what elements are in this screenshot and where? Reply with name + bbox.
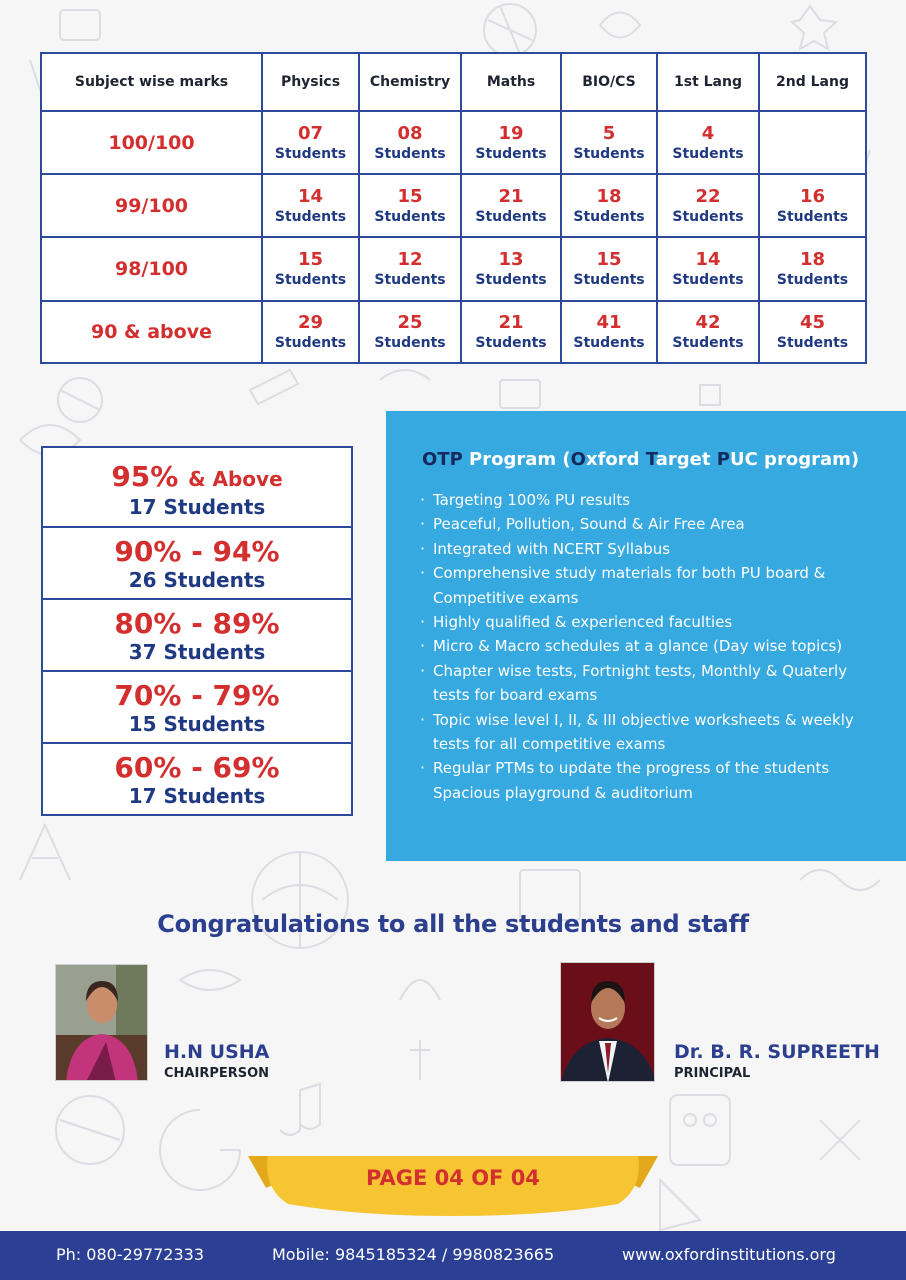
row-marks-label: 99/100 bbox=[41, 174, 262, 237]
student-count: 21 bbox=[498, 312, 524, 333]
student-count: 19 bbox=[498, 122, 524, 144]
table-cell bbox=[262, 174, 359, 237]
table-cell bbox=[657, 111, 759, 174]
student-count: 15 bbox=[297, 249, 324, 270]
row-marks-label: 100/100 bbox=[41, 111, 262, 174]
student-unit-label: Students bbox=[672, 335, 744, 351]
list-item: · Integrated with NCERT Syllabus bbox=[422, 537, 870, 561]
percentage-box bbox=[41, 742, 353, 816]
student-count: 07 bbox=[297, 122, 324, 144]
student-count: 29 bbox=[297, 312, 324, 333]
student-unit-label: Students bbox=[274, 272, 347, 288]
header-chemistry: Chemistry bbox=[359, 53, 461, 111]
student-count: 15 bbox=[596, 249, 622, 270]
table-cell bbox=[759, 237, 866, 301]
otp-title-part: UC program) bbox=[729, 449, 860, 470]
student-unit-label: Students bbox=[475, 208, 547, 225]
list-item: · Comprehensive study materials for both PU board & Competitive exams bbox=[422, 561, 870, 610]
student-count: 41 bbox=[596, 312, 622, 333]
percentage-student-count: 15 Students bbox=[128, 712, 266, 736]
student-unit-label: Students bbox=[374, 335, 446, 351]
percentage-suffix: & Above bbox=[188, 467, 283, 491]
otp-title-part: P bbox=[716, 449, 730, 470]
list-item: · Targeting 100% PU results bbox=[422, 488, 870, 512]
student-count: 22 bbox=[695, 185, 721, 207]
table-cell bbox=[759, 111, 866, 174]
student-unit-label: Students bbox=[374, 272, 446, 288]
chairperson-role: CHAIRPERSON bbox=[164, 1066, 270, 1081]
otp-feature-list bbox=[422, 488, 870, 805]
percentage-range bbox=[43, 609, 351, 639]
student-count: 18 bbox=[799, 249, 826, 270]
student-unit-label: Students bbox=[274, 335, 347, 351]
table-cell bbox=[759, 174, 866, 237]
student-count: 25 bbox=[397, 312, 423, 333]
principal-name: Dr. B. R. SUPREETH bbox=[674, 1041, 880, 1063]
list-item: · Micro & Macro schedules at a glance (Day wise topics) bbox=[422, 634, 870, 658]
otp-program-title bbox=[422, 449, 870, 470]
student-unit-label: Students bbox=[573, 335, 645, 351]
list-item: · Highly qualified & experienced faculties bbox=[422, 610, 870, 634]
otp-title-part: T bbox=[645, 449, 656, 470]
footer-phone: Ph: 080-29772333 bbox=[56, 1245, 205, 1264]
percentage-box bbox=[41, 670, 353, 744]
student-count: 21 bbox=[498, 185, 524, 207]
congratulations-heading: Congratulations to all the students and staff bbox=[157, 910, 749, 938]
student-unit-label: Students bbox=[274, 208, 347, 225]
student-unit-label: Students bbox=[776, 335, 849, 351]
page-number-label: PAGE 04 OF 04 bbox=[366, 1166, 540, 1190]
percentage-value: 60% - 69% bbox=[114, 751, 280, 784]
student-unit-label: Students bbox=[374, 208, 446, 225]
table-cell bbox=[359, 301, 461, 363]
student-unit-label: Students bbox=[672, 208, 744, 225]
table-cell bbox=[359, 174, 461, 237]
table-cell bbox=[561, 301, 657, 363]
student-count: 45 bbox=[799, 312, 826, 333]
percentage-student-count: 17 Students bbox=[128, 784, 266, 808]
table-cell bbox=[657, 237, 759, 301]
student-unit-label: Students bbox=[475, 272, 547, 288]
table-body bbox=[41, 111, 866, 363]
student-unit-label: Students bbox=[374, 145, 446, 162]
percentage-value: 90% - 94% bbox=[114, 535, 280, 568]
student-count: 4 bbox=[701, 122, 715, 144]
table-cell bbox=[359, 237, 461, 301]
otp-title-part: O bbox=[570, 449, 586, 470]
student-unit-label: Students bbox=[776, 272, 849, 288]
contact-footer bbox=[0, 1231, 906, 1280]
percentage-value: 95% bbox=[111, 460, 179, 493]
percentage-box bbox=[41, 446, 353, 528]
student-count: 15 bbox=[397, 185, 423, 207]
student-count: 18 bbox=[596, 185, 622, 207]
percentage-range bbox=[43, 681, 351, 711]
percentage-box bbox=[41, 598, 353, 672]
student-unit-label: Students bbox=[573, 145, 645, 162]
table-cell bbox=[759, 301, 866, 363]
table-cell bbox=[262, 301, 359, 363]
table-cell bbox=[657, 301, 759, 363]
student-count: 14 bbox=[695, 249, 721, 270]
table-row bbox=[41, 174, 866, 237]
student-unit-label: Students bbox=[475, 335, 547, 351]
student-count: 08 bbox=[397, 122, 423, 144]
table-cell bbox=[561, 237, 657, 301]
chairperson-photo bbox=[55, 964, 148, 1081]
footer-website-link[interactable]: www.oxfordinstitutions.org bbox=[622, 1245, 836, 1264]
student-unit-label: Students bbox=[776, 208, 849, 225]
student-count: 5 bbox=[602, 122, 616, 144]
list-item: · Regular PTMs to update the progress of the students Spacious playground & auditorium bbox=[422, 756, 870, 805]
percentage-range bbox=[43, 462, 351, 494]
student-unit-label: Students bbox=[573, 272, 645, 288]
header-1st-lang: 1st Lang bbox=[657, 53, 759, 111]
list-item: · Peaceful, Pollution, Sound & Air Free Area bbox=[422, 512, 870, 536]
chairperson-name: H.N USHA bbox=[164, 1041, 270, 1063]
student-count: 14 bbox=[297, 185, 324, 207]
student-unit-label: Students bbox=[475, 145, 547, 162]
student-unit-label: Students bbox=[274, 145, 347, 162]
otp-title-part: OTP bbox=[422, 449, 463, 470]
table-cell bbox=[359, 111, 461, 174]
percentage-value: 70% - 79% bbox=[114, 679, 280, 712]
percentage-student-count: 17 Students bbox=[128, 495, 266, 519]
student-unit-label: Students bbox=[573, 208, 645, 225]
header-subject-wise-marks: Subject wise marks bbox=[41, 53, 262, 111]
student-count: 12 bbox=[397, 249, 423, 270]
table-header-row bbox=[41, 53, 866, 111]
student-unit-label: Students bbox=[672, 145, 744, 162]
header-2nd-lang: 2nd Lang bbox=[759, 53, 866, 111]
principal-role: PRINCIPAL bbox=[674, 1066, 751, 1081]
table-cell bbox=[262, 111, 359, 174]
otp-title-part: Program ( bbox=[462, 449, 571, 470]
table-cell bbox=[461, 301, 561, 363]
row-marks-label: 98/100 bbox=[41, 237, 262, 301]
student-count: 16 bbox=[799, 185, 826, 207]
table-cell bbox=[561, 174, 657, 237]
table-cell bbox=[657, 174, 759, 237]
table-row bbox=[41, 301, 866, 363]
student-unit-label: Students bbox=[672, 272, 744, 288]
footer-mobile: Mobile: 9845185324 / 9980823665 bbox=[272, 1245, 555, 1264]
list-item: · Topic wise level I, II, & III objective worksheets & weekly tests for all competitive exams bbox=[422, 708, 870, 757]
percentage-student-count: 26 Students bbox=[128, 568, 266, 592]
student-count: 13 bbox=[498, 249, 524, 270]
percentage-range bbox=[43, 537, 351, 567]
table-cell bbox=[561, 111, 657, 174]
percentage-range bbox=[43, 753, 351, 783]
percentage-box bbox=[41, 526, 353, 600]
list-item: · Chapter wise tests, Fortnight tests, Monthly & Quaterly tests for board exams bbox=[422, 659, 870, 708]
table-cell bbox=[461, 237, 561, 301]
principal-photo bbox=[560, 962, 655, 1082]
header-physics: Physics bbox=[262, 53, 359, 111]
subject-marks-table bbox=[40, 52, 867, 364]
student-count: 42 bbox=[695, 312, 721, 333]
percentage-summary bbox=[41, 446, 353, 816]
table-cell bbox=[461, 174, 561, 237]
header-maths: Maths bbox=[461, 53, 561, 111]
table-cell bbox=[461, 111, 561, 174]
otp-program-panel bbox=[386, 411, 906, 861]
table-cell bbox=[262, 237, 359, 301]
header-bio-cs: BIO/CS bbox=[561, 53, 657, 111]
table-row bbox=[41, 111, 866, 174]
row-marks-label: 90 & above bbox=[41, 301, 262, 363]
percentage-student-count: 37 Students bbox=[128, 640, 266, 664]
otp-title-part: xford bbox=[585, 449, 646, 470]
table-row bbox=[41, 237, 866, 301]
percentage-value: 80% - 89% bbox=[114, 607, 280, 640]
otp-title-part: arget bbox=[655, 449, 717, 470]
